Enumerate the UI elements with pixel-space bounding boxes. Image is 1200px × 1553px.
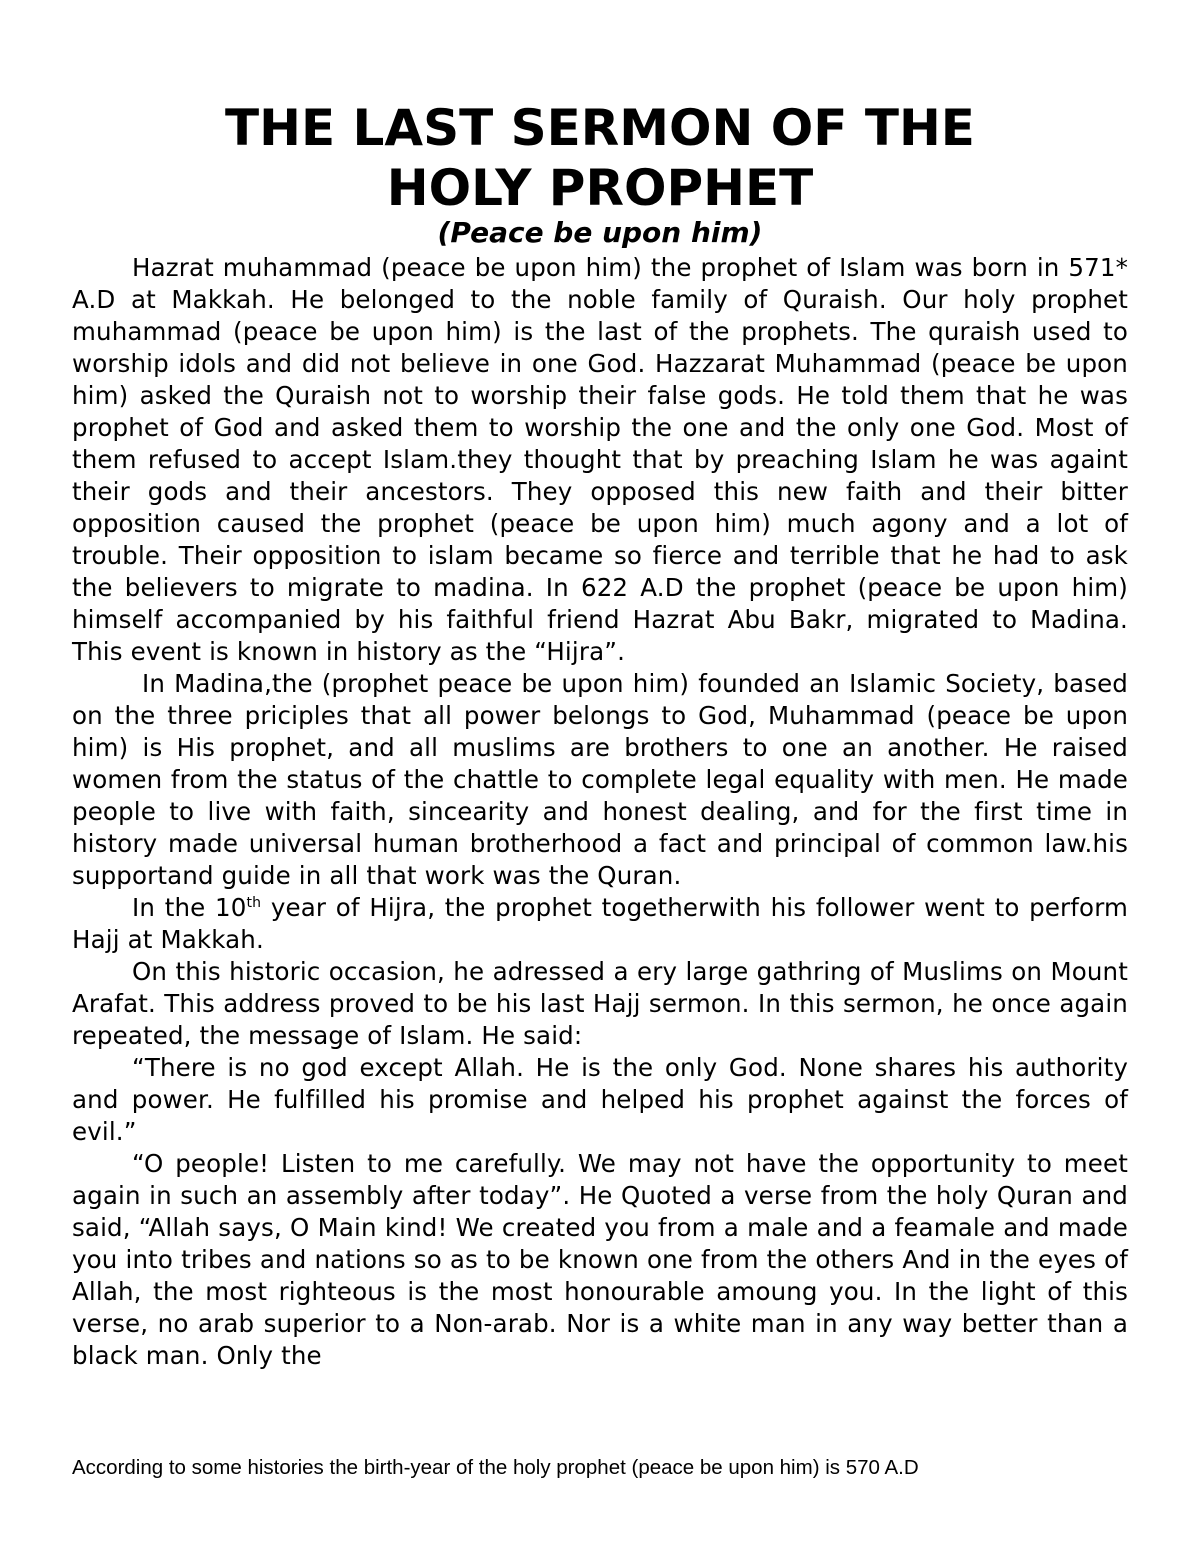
subtitle: (Peace be upon him): [437, 216, 763, 249]
paragraph-3-start: In the 10: [132, 893, 247, 922]
paragraph-6: “O people! Listen to me carefully. We may not have the opportunity to meet again in such an assembly after today”. He Quoted a verse from the holy Quran and said, “Allah says, O Main kind! We created you from a male and a feamale and made you into tribes and nations so as to be known one from the others And in the eyes of Allah, the most righteous is the most honourable amoung you. In the light of this verse, no arab superior to a Non-arab. Nor is a white man in any way better than a black man. Only the: [72, 1149, 1128, 1370]
body-text: [72, 252, 1128, 1372]
paragraph-1: Hazrat muhammad (peace be upon him) the prophet of Islam was born in 571* A.D at Makkah. He belonged to the noble family of Quraish. Our holy prophet muhammad (peace be upon him) is the last of the prophets. The quraish used to worship idols and did not believe in one God. Hazzarat Muhammad (peace be upon him) asked the Quraish not to worship their false gods. He told them that he was prophet of God and asked them to worship the one and the only one God. Most of them refused to accept Islam.they thought that by preaching Islam he was againt their gods and their ancestors. They opposed this new faith and their bitter opposition caused the prophet (peace be upon him) much agony and a lot of trouble. Their opposition to islam became so fierce and terrible that he had to ask the believers to migrate to madina. In 622 A.D the prophet (peace be upon him) himself accompanied by his faithful friend Hazrat Abu Bakr, migrated to Madina. This event is known in history as the “Hijra”.: [72, 253, 1128, 666]
paragraph-2: In Madina,the (prophet peace be upon him) founded an Islamic Society, based on the three priciples that all power belongs to God, Muhammad (peace be upon him) is His prophet, and all muslims are brothers to one an another. He raised women from the status of the chattle to complete legal equality with men. He made people to live with faith, sincearity and honest dealing, and for the first time in history made universal human brotherhood a fact and principal of common law.his supportand guide in all that work was the Quran.: [72, 669, 1128, 890]
ordinal-superscript: th: [246, 894, 262, 911]
paragraph-5: “There is no god except Allah. He is the only God. None shares his authority and power. He fulfilled his promise and helped his prophet against the forces of evil.”: [72, 1053, 1128, 1146]
title-line-2: HOLY PROPHET: [386, 159, 814, 217]
title-line-1: THE LAST SERMON OF THE: [225, 99, 975, 157]
footnote: According to some histories the birth-year of the holy prophet (peace be upon him) is 570 A.D: [72, 1456, 919, 1479]
paragraph-3-end: year of Hijra, the prophet togetherwith his follower went to perform Hajj at Makkah.: [72, 893, 1129, 954]
paragraph-4: On this historic occasion, he adressed a ery large gathring of Muslims on Mount Arafat. This address proved to be his last Hajj sermon. In this sermon, he once again repeated, the message of Islam. He said:: [72, 957, 1128, 1050]
paragraph-3: [72, 892, 1128, 956]
